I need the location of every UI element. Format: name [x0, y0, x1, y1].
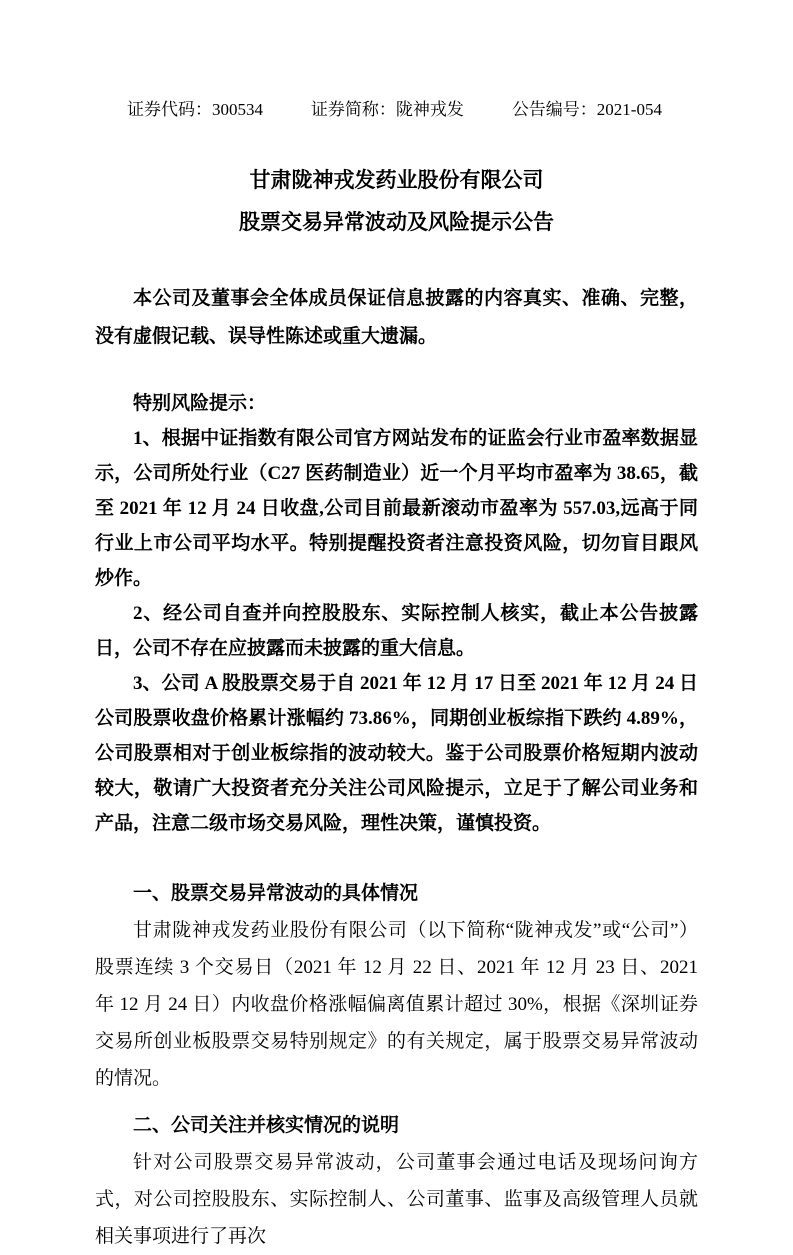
section-1-paragraph: 甘肃陇神戎发药业股份有限公司（以下简称“陇神戎发”或“公司”）股票连续 3 个交易日（2021 年 12 月 22 日、2021 年 12 月 23 日、2021 年 12 月 24 日）内收盘价格涨幅偏离值累计超过 30%，根据《深圳证券交易所创业板股票交易特别规定》的有关规定，属于股票交易异常波动的情况。: [95, 920, 698, 1089]
special-risk-notice-block: [95, 386, 698, 841]
section-1-heading: 一、股票交易异常波动的具体情况: [133, 883, 419, 904]
section-2-paragraph: 针对公司股票交易异常波动，公司董事会通过电话及现场问询方式，对公司控股股东、实际控制人、公司董事、监事及高级管理人员就相关事项进行了再次: [95, 1152, 698, 1247]
company-name-title: 甘肃陇神戎发药业股份有限公司: [249, 169, 544, 192]
announcement-subject-title: 股票交易异常波动及风险提示公告: [239, 211, 554, 234]
risk-item-3: 3、公司 A 股股票交易于自 2021 年 12 月 17 日至 2021 年 12 月 24 日公司股票收盘价格累计涨幅约 73.86%，同期创业板综指下跌约 4.89%，公司股票相对于创业板综指的波动较大。鉴于公司股票价格短期内波动较大，敬请广大投资者充分关注公司风险提示，立足于了解公司业务和产品，注意二级市场交易风险，理性决策，谨慎投资。: [95, 673, 698, 834]
risk-notice-heading: 特别风险提示：: [133, 393, 267, 414]
risk-item-1: 1、根据中证指数有限公司官方网站发布的证监会行业市盈率数据显示，公司所处行业（C27 医药制造业）近一个月平均市盈率为 38.65，截至 2021 年 12 月 24 日收盘,公司目前最新滚动市盈率为 557.03,远高于同行业上市公司平均水平。特别提醒投资者注意投资风险，切勿盲目跟风炒作。: [95, 428, 698, 589]
document-title: [95, 160, 698, 244]
risk-item-2: 2、经公司自查并向控股股东、实际控制人核实，截止本公告披露日，公司不存在应披露而未披露的重大信息。: [95, 603, 698, 659]
section-2-heading: 二、公司关注并核实情况的说明: [133, 1115, 400, 1136]
stock-name: 证券简称：陇神戎发: [310, 100, 464, 119]
stock-code: 证券代码：300534: [127, 100, 263, 119]
announcement-number: 公告编号：2021-054: [511, 100, 662, 119]
document-header: [95, 100, 698, 120]
integrity-statement: 本公司及董事会全体成员保证信息披露的内容真实、准确、完整，没有虚假记载、误导性陈述或重大遗漏。: [95, 288, 698, 347]
